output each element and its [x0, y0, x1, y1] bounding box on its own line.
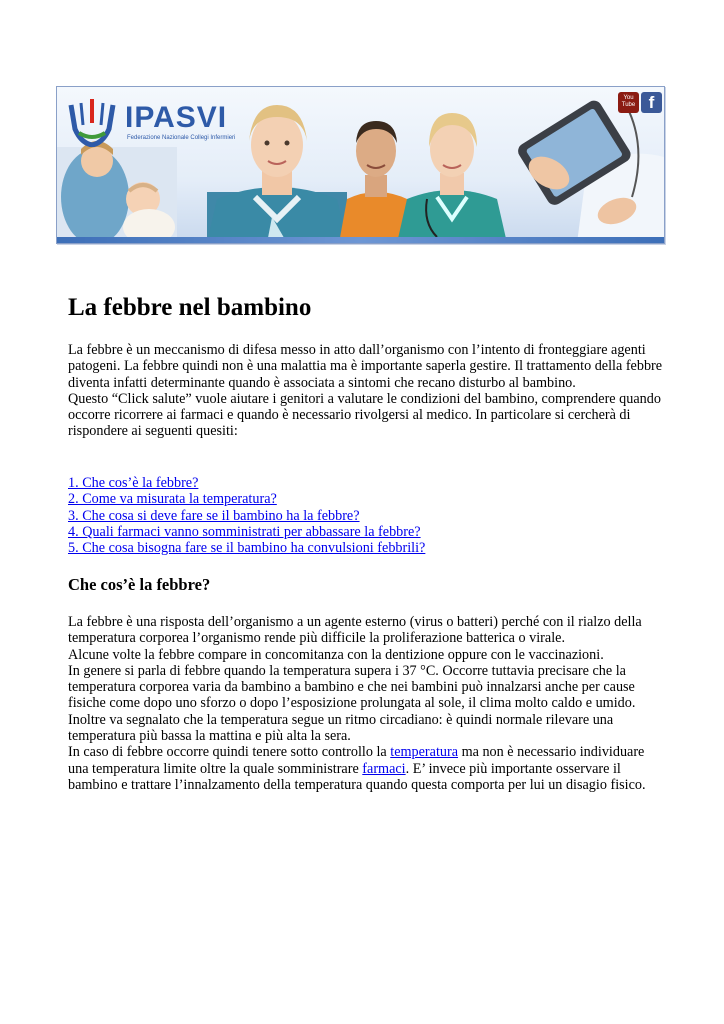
page-title: La febbre nel bambino	[68, 294, 312, 321]
intro-paragraph-1: La febbre è un meccanismo di difesa messo in atto dall’organismo con l’intento di fronteggiare agenti patogeni. La febbre quindi non è una malattia ma è importante saperla gestire. Il trattamento della febbre diventa infatti determinante quando è associata a sintomi che recano disturbo al bambino.	[68, 342, 663, 391]
section-paragraph-2: Alcune volte la febbre compare in concomitanza con la dentizione oppure con le vaccinazioni.	[68, 646, 604, 663]
section-title-febbre: Che cos’è la febbre?	[68, 575, 211, 594]
section-paragraph-4: Inoltre va segnalato che la temperatura segue un ritmo circadiano: è quindi normale rilevare una temperatura più bassa la mattina e più alta la sera.	[68, 711, 614, 745]
nurse-right-illustration	[397, 113, 507, 243]
intro-paragraph-2: Questo “Click salute” vuole aiutare i genitori a valutare le condizioni del bambino, comprendere quando occorre ricorrere ai farmaci e quando è necessario rivolgersi al medico. In particolare si cercherà di rispondere ai seguenti quesiti:	[68, 390, 661, 440]
farmaci-link[interactable]: farmaci	[362, 760, 406, 777]
ipasvi-hands-logo-icon	[63, 99, 121, 147]
header-banner	[56, 86, 665, 244]
section-paragraph-5: In caso di febbre occorre quindi tenere sotto controllo la temperatura ma non è necessario individuare una temperatura limite oltre la quale somministrare farmaci. E’ invece più importante osservare il bambino e trattare l’innalzamento della temperatura quando questa comporta per lui un disagio fisico.	[68, 744, 646, 793]
ipasvi-logo[interactable]	[63, 95, 236, 151]
intro-text	[68, 342, 668, 440]
temperatura-link[interactable]: temperatura	[390, 744, 459, 761]
youtube-icon[interactable]: You Tube	[618, 92, 639, 113]
question-link-5[interactable]: 5. Che cosa bisogna fare se il bambino ha convulsioni febbrili?	[68, 540, 426, 557]
section-febbre-text	[68, 614, 668, 793]
questions-list	[68, 475, 668, 556]
logo-text: IPASVI	[125, 101, 228, 134]
question-link-3[interactable]: 3. Che cosa si deve fare se il bambino ha la febbre?	[68, 507, 360, 524]
nurse-with-baby-illustration	[57, 141, 177, 243]
question-link-2[interactable]: 2. Come va misurata la temperatura?	[68, 491, 277, 508]
question-link-4[interactable]: 4. Quali farmaci vanno somministrati per abbassare la febbre?	[68, 523, 421, 540]
question-link-1[interactable]: 1. Che cos’è la febbre?	[68, 475, 199, 491]
section-paragraph-1: La febbre è una risposta dell’organismo a un agente esterno (virus o batteri) perché con il rialzo della temperatura corporea l’organismo rende più difficile la proliferazione batterica o virale.	[68, 614, 642, 647]
doctor-tablet-illustration	[515, 98, 664, 243]
logo-subtitle: Federazione Nazionale Collegi Infermieri	[127, 135, 236, 141]
facebook-icon[interactable]: f	[641, 92, 662, 113]
section-paragraph-3: In genere si parla di febbre quando la temperatura supera i 37 °C. Occorre tuttavia precisare che la temperatura corporea varia da bambino a bambino e che nei bambini può innalzarsi anche per cause fisiche come dopo uno sforzo o dopo l’esposizione prolungata al sole, il clima molto caldo e umido.	[68, 662, 636, 712]
banner-bottom-bar	[57, 237, 664, 243]
